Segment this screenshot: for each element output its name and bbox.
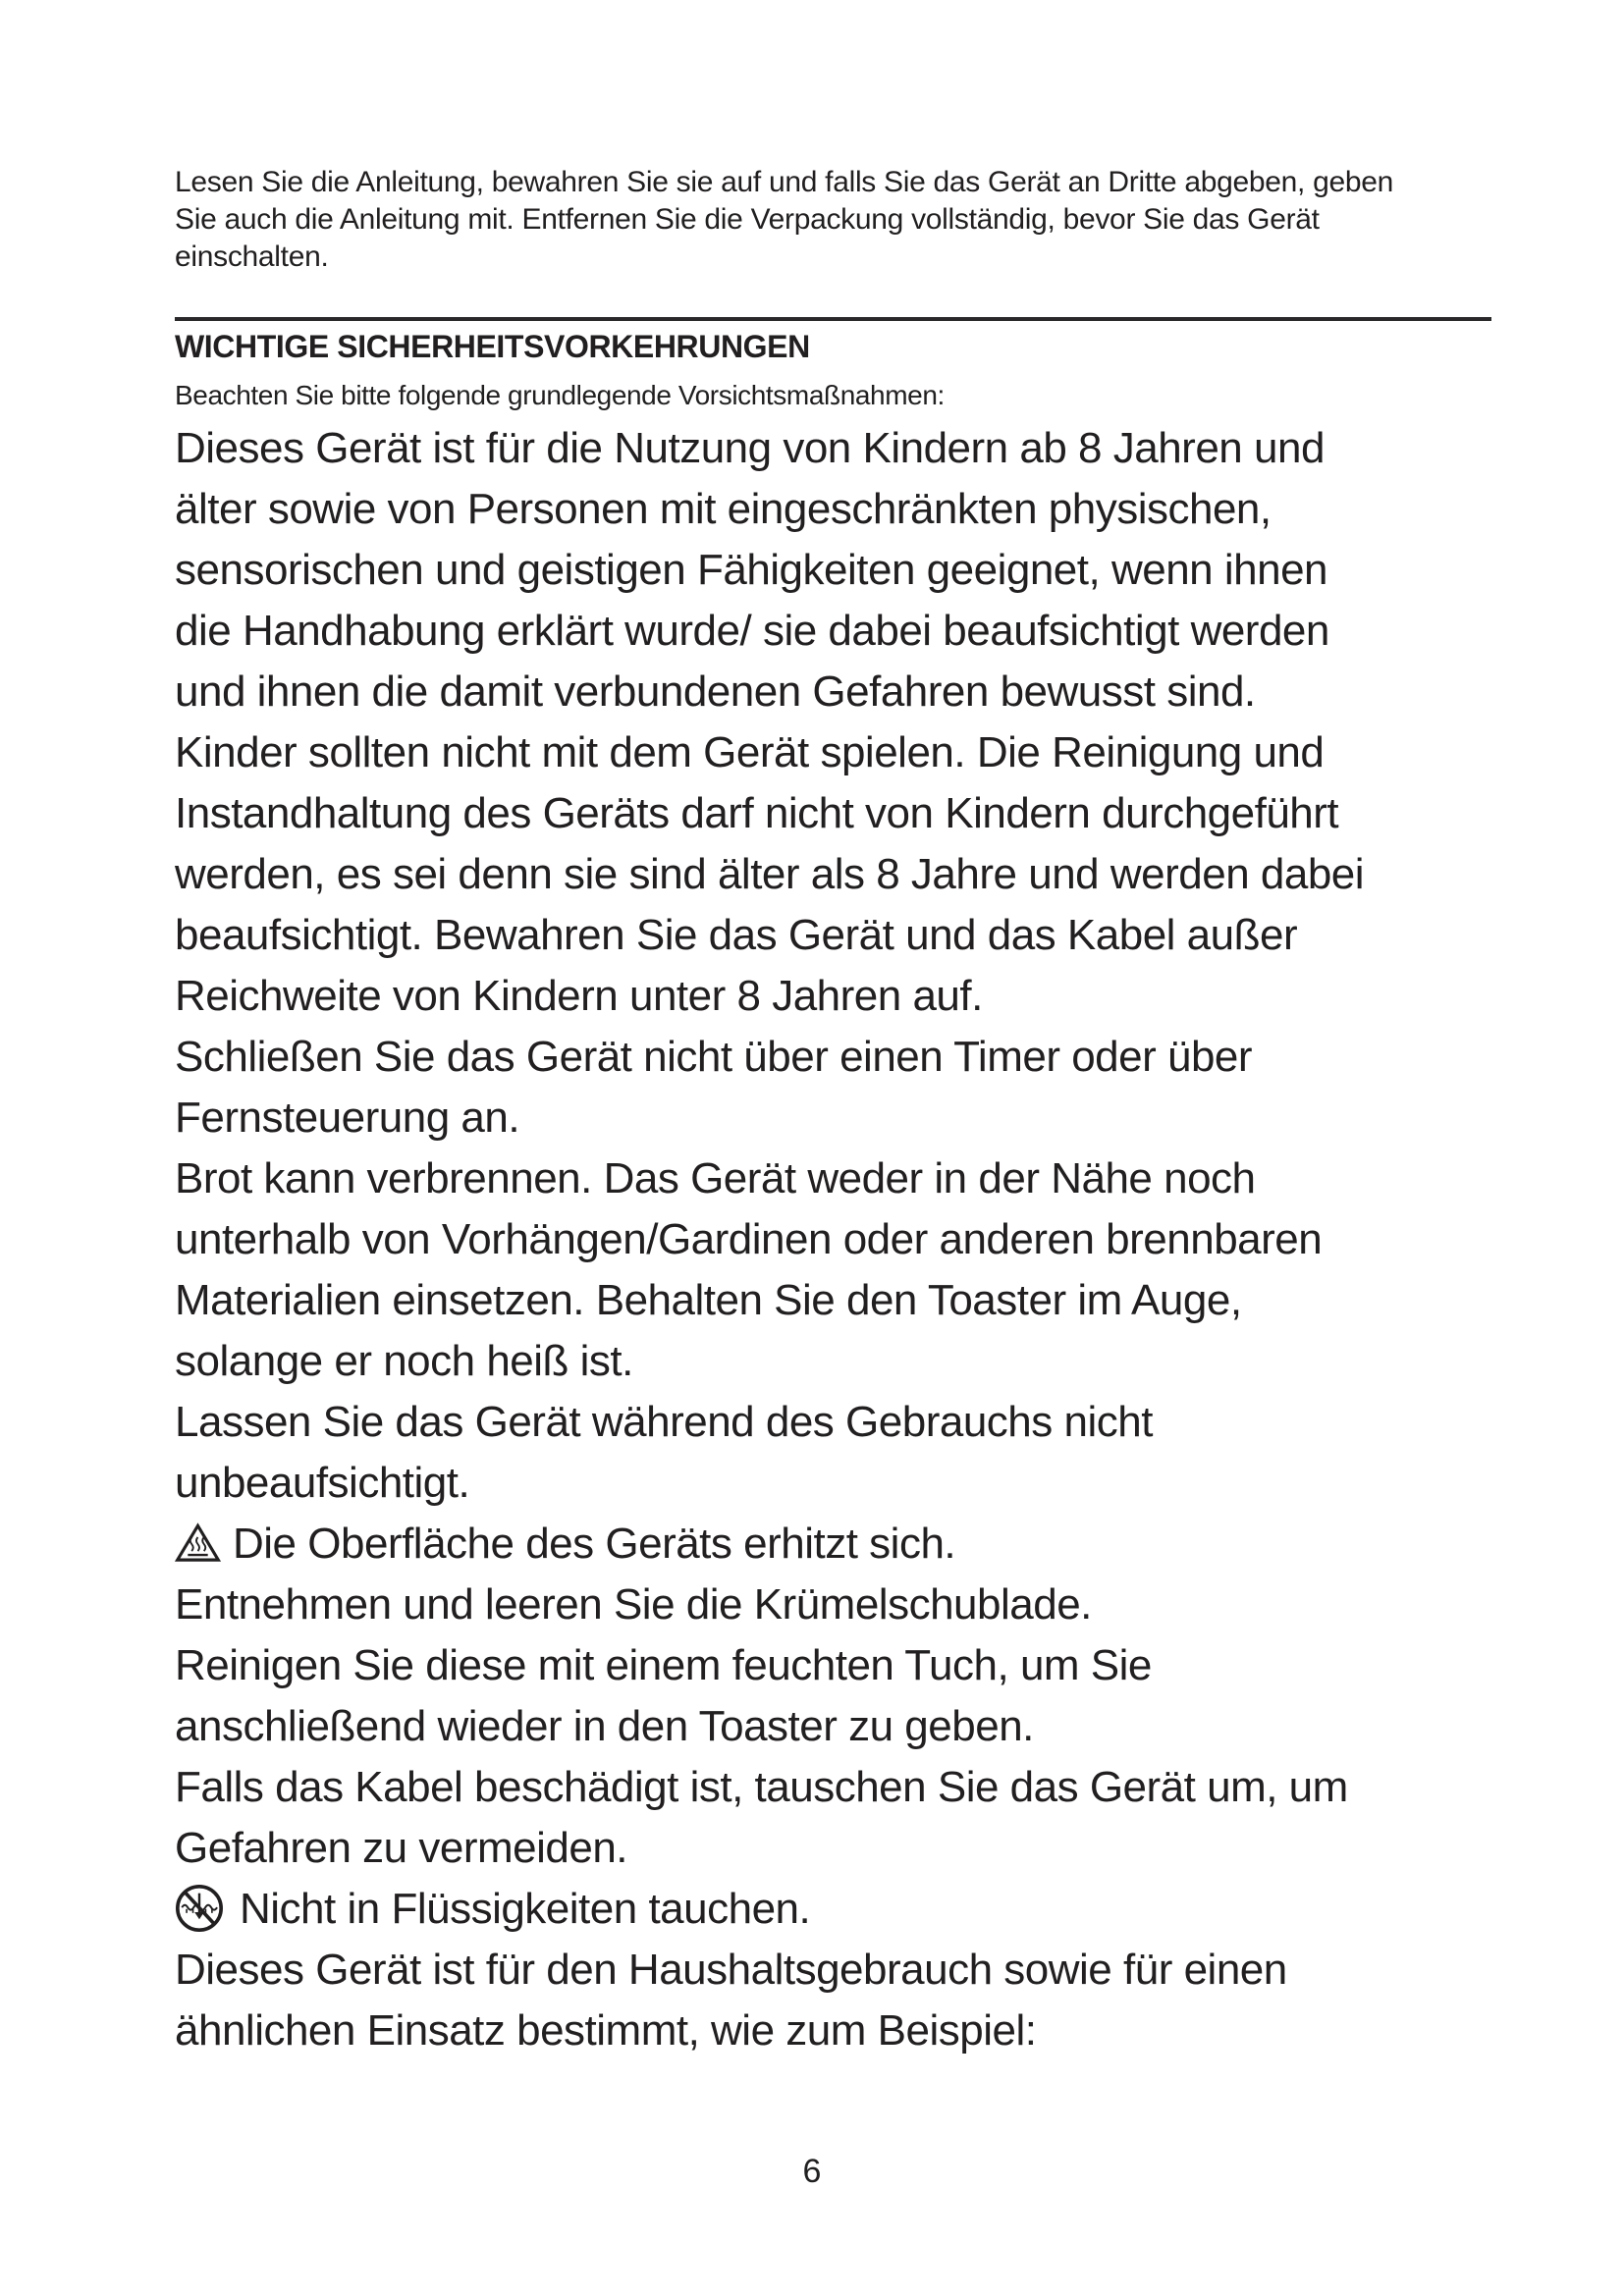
safety-line: Schließen Sie das Gerät nicht über einen Timer oder über (175, 1033, 1253, 1081)
safety-line: Brot kann verbrennen. Das Gerät weder in der Nähe noch (175, 1154, 1256, 1202)
no-immersion-icon (175, 1884, 224, 1933)
safety-line: solange er noch heiß ist. (175, 1337, 633, 1385)
intro-line: Sie auch die Anleitung mit. Entfernen Sie die Verpackung vollständig, bevor Sie das Gerät (175, 203, 1320, 236)
safety-line: Materialien einsetzen. Behalten Sie den Toaster im Auge, (175, 1276, 1242, 1324)
safety-line: unterhalb von Vorhängen/Gardinen oder anderen brennbaren (175, 1215, 1323, 1263)
page-number: 6 (802, 2153, 822, 2190)
safety-line: Lassen Sie das Gerät während des Gebrauchs nicht (175, 1398, 1153, 1446)
safety-line: älter sowie von Personen mit eingeschränkten physischen, (175, 485, 1272, 533)
safety-line: Gefahren zu vermeiden. (175, 1824, 628, 1872)
intro-paragraph (175, 164, 1510, 276)
safety-line: und ihnen die damit verbundenen Gefahren bewusst sind. (175, 667, 1256, 716)
safety-line-no-immersion (175, 1879, 1549, 1940)
safety-line: die Handhabung erklärt wurde/ sie dabei beaufsichtigt werden (175, 607, 1329, 655)
safety-line: Dieses Gerät ist für die Nutzung von Kindern ab 8 Jahren und (175, 424, 1325, 472)
safety-line-hot-surface (175, 1514, 1549, 1575)
hot-surface-icon (175, 1522, 221, 1563)
safety-line: Kinder sollten nicht mit dem Gerät spielen. Die Reinigung und (175, 728, 1325, 776)
safety-line: sensorischen und geistigen Fähigkeiten geeignet, wenn ihnen (175, 546, 1328, 594)
safety-line: werden, es sei denn sie sind älter als 8 Jahre und werden dabei (175, 850, 1365, 898)
safety-line: Reinigen Sie diese mit einem feuchten Tuch, um Sie (175, 1641, 1152, 1689)
safety-line: unbeaufsichtigt. (175, 1459, 470, 1507)
section-subheading: Beachten Sie bitte folgende grundlegende Vorsichtsmaßnahmen: (175, 380, 945, 410)
safety-instructions (175, 418, 1549, 2061)
safety-line-text: Die Oberfläche des Geräts erhitzt sich. (233, 1520, 956, 1568)
section-heading: WICHTIGE SICHERHEITSVORKEHRUNGEN (175, 329, 810, 364)
safety-line: beaufsichtigt. Bewahren Sie das Gerät und das Kabel außer (175, 911, 1298, 959)
safety-line: Fernsteuerung an. (175, 1094, 520, 1142)
safety-line: Reichweite von Kindern unter 8 Jahren auf. (175, 972, 983, 1020)
intro-line: Lesen Sie die Anleitung, bewahren Sie sie auf und falls Sie das Gerät an Dritte abgeben, geben (175, 166, 1394, 198)
section-divider-rule (175, 317, 1491, 321)
safety-line: Dieses Gerät ist für den Haushaltsgebrauch sowie für einen (175, 1946, 1287, 1994)
intro-line: einschalten. (175, 240, 329, 273)
safety-line: Instandhaltung des Geräts darf nicht von Kindern durchgeführt (175, 789, 1339, 837)
safety-line: anschließend wieder in den Toaster zu geben. (175, 1702, 1034, 1750)
safety-line: ähnlichen Einsatz bestimmt, wie zum Beispiel: (175, 2006, 1037, 2055)
safety-line: Entnehmen und leeren Sie die Krümelschublade. (175, 1580, 1092, 1629)
safety-line-text: Nicht in Flüssigkeiten tauchen. (240, 1885, 811, 1933)
safety-line: Falls das Kabel beschädigt ist, tauschen Sie das Gerät um, um (175, 1763, 1348, 1811)
